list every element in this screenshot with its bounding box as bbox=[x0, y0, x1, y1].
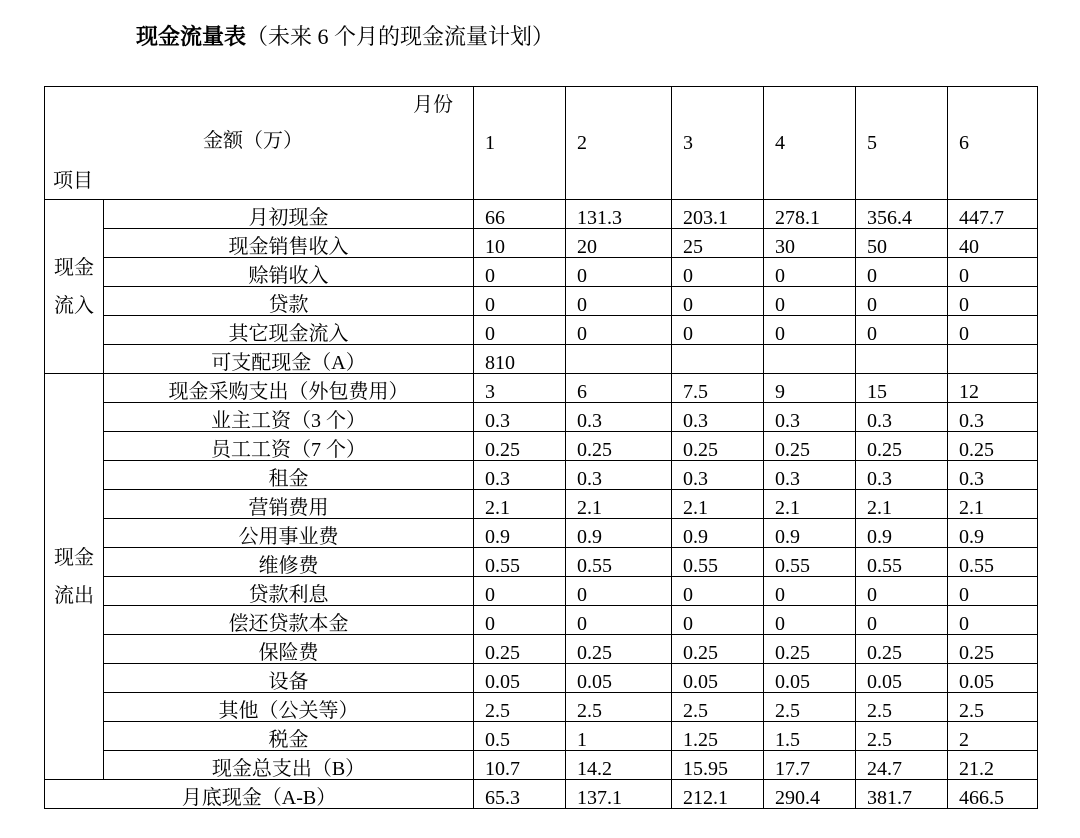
value-cell: 0.9 bbox=[948, 519, 1038, 548]
month-header-6: 6 bbox=[948, 87, 1038, 200]
value-cell bbox=[948, 345, 1038, 374]
table-row bbox=[45, 287, 1038, 316]
value-cell: 2.5 bbox=[856, 693, 948, 722]
row-label: 现金采购支出（外包费用） bbox=[104, 374, 474, 403]
amount-label: 金额（万） bbox=[203, 130, 303, 152]
value-cell: 14.2 bbox=[566, 751, 672, 780]
value-cell: 24.7 bbox=[856, 751, 948, 780]
value-cell: 0 bbox=[566, 287, 672, 316]
ending-cash-label: 月底现金（A-B） bbox=[45, 780, 474, 809]
value-cell: 131.3 bbox=[566, 200, 672, 229]
value-cell: 0.3 bbox=[672, 403, 764, 432]
table-row bbox=[45, 751, 1038, 780]
value-cell: 2.5 bbox=[672, 693, 764, 722]
value-cell: 25 bbox=[672, 229, 764, 258]
value-cell bbox=[672, 345, 764, 374]
value-cell: 0.25 bbox=[474, 635, 566, 664]
row-label: 可支配现金（A） bbox=[104, 345, 474, 374]
table-row bbox=[45, 316, 1038, 345]
header-row bbox=[45, 87, 1038, 200]
value-cell: 15 bbox=[856, 374, 948, 403]
month-header-2: 2 bbox=[566, 87, 672, 200]
value-cell: 0.9 bbox=[856, 519, 948, 548]
value-cell: 30 bbox=[764, 229, 856, 258]
value-cell: 0 bbox=[764, 577, 856, 606]
value-cell: 2.5 bbox=[566, 693, 672, 722]
page-title bbox=[136, 20, 554, 51]
value-cell: 0.3 bbox=[948, 403, 1038, 432]
value-cell: 2.1 bbox=[764, 490, 856, 519]
row-label: 业主工资（3 个） bbox=[104, 403, 474, 432]
table-row bbox=[45, 635, 1038, 664]
value-cell: 0 bbox=[764, 258, 856, 287]
value-cell: 0 bbox=[672, 577, 764, 606]
value-cell: 0 bbox=[566, 577, 672, 606]
value-cell: 0.55 bbox=[764, 548, 856, 577]
table-row bbox=[45, 461, 1038, 490]
value-cell: 0.9 bbox=[764, 519, 856, 548]
value-cell: 2.5 bbox=[474, 693, 566, 722]
value-cell: 10 bbox=[474, 229, 566, 258]
value-cell: 0 bbox=[764, 287, 856, 316]
value-cell: 0 bbox=[948, 606, 1038, 635]
value-cell: 9 bbox=[764, 374, 856, 403]
ending-cash-row bbox=[45, 780, 1038, 809]
value-cell: 2.1 bbox=[672, 490, 764, 519]
ending-cash-value: 212.1 bbox=[672, 780, 764, 809]
value-cell: 0 bbox=[856, 258, 948, 287]
table-row bbox=[45, 229, 1038, 258]
value-cell: 0 bbox=[856, 316, 948, 345]
value-cell: 0.25 bbox=[566, 635, 672, 664]
table-row bbox=[45, 403, 1038, 432]
ending-cash-value: 137.1 bbox=[566, 780, 672, 809]
row-label: 其它现金流入 bbox=[104, 316, 474, 345]
value-cell: 2.5 bbox=[856, 722, 948, 751]
value-cell: 0 bbox=[948, 316, 1038, 345]
value-cell: 0.25 bbox=[764, 635, 856, 664]
row-label: 月初现金 bbox=[104, 200, 474, 229]
row-label: 偿还贷款本金 bbox=[104, 606, 474, 635]
ending-cash-value: 65.3 bbox=[474, 780, 566, 809]
month-header-4: 4 bbox=[764, 87, 856, 200]
month-header-5: 5 bbox=[856, 87, 948, 200]
value-cell: 0 bbox=[856, 287, 948, 316]
value-cell: 2.1 bbox=[856, 490, 948, 519]
value-cell: 66 bbox=[474, 200, 566, 229]
cash-flow-table bbox=[44, 86, 1038, 809]
value-cell: 0.55 bbox=[672, 548, 764, 577]
value-cell: 447.7 bbox=[948, 200, 1038, 229]
table-row bbox=[45, 200, 1038, 229]
row-label: 现金销售收入 bbox=[104, 229, 474, 258]
value-cell: 0.25 bbox=[764, 432, 856, 461]
row-label: 公用事业费 bbox=[104, 519, 474, 548]
value-cell: 17.7 bbox=[764, 751, 856, 780]
value-cell: 50 bbox=[856, 229, 948, 258]
value-cell: 0.25 bbox=[948, 432, 1038, 461]
row-label: 保险费 bbox=[104, 635, 474, 664]
value-cell: 2.1 bbox=[948, 490, 1038, 519]
value-cell: 0 bbox=[764, 606, 856, 635]
value-cell: 0.3 bbox=[764, 403, 856, 432]
outflow-category: 现金流出 bbox=[45, 374, 104, 780]
value-cell: 0.25 bbox=[474, 432, 566, 461]
value-cell: 0.3 bbox=[764, 461, 856, 490]
row-label: 租金 bbox=[104, 461, 474, 490]
value-cell: 0.25 bbox=[672, 432, 764, 461]
value-cell: 278.1 bbox=[764, 200, 856, 229]
value-cell: 0 bbox=[764, 316, 856, 345]
value-cell: 0.3 bbox=[566, 403, 672, 432]
value-cell: 0 bbox=[474, 577, 566, 606]
value-cell bbox=[764, 345, 856, 374]
value-cell: 0 bbox=[948, 258, 1038, 287]
value-cell: 203.1 bbox=[672, 200, 764, 229]
row-label: 税金 bbox=[104, 722, 474, 751]
value-cell: 6 bbox=[566, 374, 672, 403]
row-label: 贷款 bbox=[104, 287, 474, 316]
row-label: 现金总支出（B） bbox=[104, 751, 474, 780]
value-cell: 0.9 bbox=[672, 519, 764, 548]
value-cell: 0.55 bbox=[474, 548, 566, 577]
value-cell: 0.05 bbox=[474, 664, 566, 693]
value-cell: 2.5 bbox=[948, 693, 1038, 722]
value-cell: 21.2 bbox=[948, 751, 1038, 780]
value-cell: 0 bbox=[474, 606, 566, 635]
value-cell: 0 bbox=[566, 606, 672, 635]
value-cell: 0.05 bbox=[566, 664, 672, 693]
table-row bbox=[45, 490, 1038, 519]
value-cell: 2.1 bbox=[566, 490, 672, 519]
value-cell: 0.55 bbox=[856, 548, 948, 577]
value-cell: 1.25 bbox=[672, 722, 764, 751]
value-cell: 7.5 bbox=[672, 374, 764, 403]
value-cell: 0 bbox=[566, 258, 672, 287]
value-cell: 0.3 bbox=[566, 461, 672, 490]
table-row bbox=[45, 606, 1038, 635]
ending-cash-value: 381.7 bbox=[856, 780, 948, 809]
month-header-1: 1 bbox=[474, 87, 566, 200]
value-cell: 0 bbox=[672, 258, 764, 287]
inflow-category: 现金流入 bbox=[45, 200, 104, 374]
table-row bbox=[45, 519, 1038, 548]
month-label: 月份 bbox=[413, 94, 453, 116]
ending-cash-value: 290.4 bbox=[764, 780, 856, 809]
value-cell: 0.3 bbox=[474, 403, 566, 432]
table-row bbox=[45, 345, 1038, 374]
value-cell bbox=[856, 345, 948, 374]
value-cell: 0.25 bbox=[948, 635, 1038, 664]
table-row bbox=[45, 577, 1038, 606]
value-cell: 0.25 bbox=[566, 432, 672, 461]
row-label: 其他（公关等） bbox=[104, 693, 474, 722]
value-cell: 0.55 bbox=[948, 548, 1038, 577]
value-cell: 0.25 bbox=[856, 635, 948, 664]
table-row bbox=[45, 258, 1038, 287]
value-cell: 0.3 bbox=[474, 461, 566, 490]
value-cell: 0.3 bbox=[948, 461, 1038, 490]
row-label: 赊销收入 bbox=[104, 258, 474, 287]
value-cell: 0 bbox=[948, 287, 1038, 316]
title-sub: （未来 6 个月的现金流量计划） bbox=[246, 24, 555, 49]
value-cell: 0 bbox=[474, 316, 566, 345]
value-cell: 356.4 bbox=[856, 200, 948, 229]
value-cell: 20 bbox=[566, 229, 672, 258]
table-row bbox=[45, 432, 1038, 461]
table-row bbox=[45, 548, 1038, 577]
value-cell bbox=[566, 345, 672, 374]
value-cell: 0.05 bbox=[764, 664, 856, 693]
value-cell: 0 bbox=[566, 316, 672, 345]
value-cell: 0 bbox=[856, 606, 948, 635]
value-cell: 0 bbox=[948, 577, 1038, 606]
ending-cash-value: 466.5 bbox=[948, 780, 1038, 809]
value-cell: 0 bbox=[672, 606, 764, 635]
item-label: 项目 bbox=[53, 170, 93, 192]
table-row bbox=[45, 722, 1038, 751]
value-cell: 0 bbox=[856, 577, 948, 606]
value-cell: 0 bbox=[474, 258, 566, 287]
row-label: 设备 bbox=[104, 664, 474, 693]
value-cell: 0.05 bbox=[672, 664, 764, 693]
value-cell: 0.25 bbox=[856, 432, 948, 461]
value-cell: 0.05 bbox=[856, 664, 948, 693]
value-cell: 0.3 bbox=[856, 403, 948, 432]
value-cell: 810 bbox=[474, 345, 566, 374]
value-cell: 0.5 bbox=[474, 722, 566, 751]
header-diagonal-cell bbox=[45, 87, 474, 200]
table-row bbox=[45, 693, 1038, 722]
value-cell: 3 bbox=[474, 374, 566, 403]
value-cell: 0.55 bbox=[566, 548, 672, 577]
value-cell: 0.25 bbox=[672, 635, 764, 664]
value-cell: 0 bbox=[672, 316, 764, 345]
row-label: 营销费用 bbox=[104, 490, 474, 519]
value-cell: 1 bbox=[566, 722, 672, 751]
value-cell: 40 bbox=[948, 229, 1038, 258]
value-cell: 2.5 bbox=[764, 693, 856, 722]
value-cell: 0.9 bbox=[474, 519, 566, 548]
value-cell: 15.95 bbox=[672, 751, 764, 780]
value-cell: 0.9 bbox=[566, 519, 672, 548]
table-row bbox=[45, 664, 1038, 693]
row-label: 员工工资（7 个） bbox=[104, 432, 474, 461]
table-row bbox=[45, 374, 1038, 403]
row-label: 贷款利息 bbox=[104, 577, 474, 606]
title-main: 现金流量表 bbox=[136, 24, 247, 49]
value-cell: 2.1 bbox=[474, 490, 566, 519]
month-header-3: 3 bbox=[672, 87, 764, 200]
value-cell: 0 bbox=[474, 287, 566, 316]
value-cell: 2 bbox=[948, 722, 1038, 751]
value-cell: 0.05 bbox=[948, 664, 1038, 693]
row-label: 维修费 bbox=[104, 548, 474, 577]
value-cell: 0.3 bbox=[856, 461, 948, 490]
value-cell: 10.7 bbox=[474, 751, 566, 780]
value-cell: 12 bbox=[948, 374, 1038, 403]
value-cell: 0.3 bbox=[672, 461, 764, 490]
value-cell: 0 bbox=[672, 287, 764, 316]
value-cell: 1.5 bbox=[764, 722, 856, 751]
